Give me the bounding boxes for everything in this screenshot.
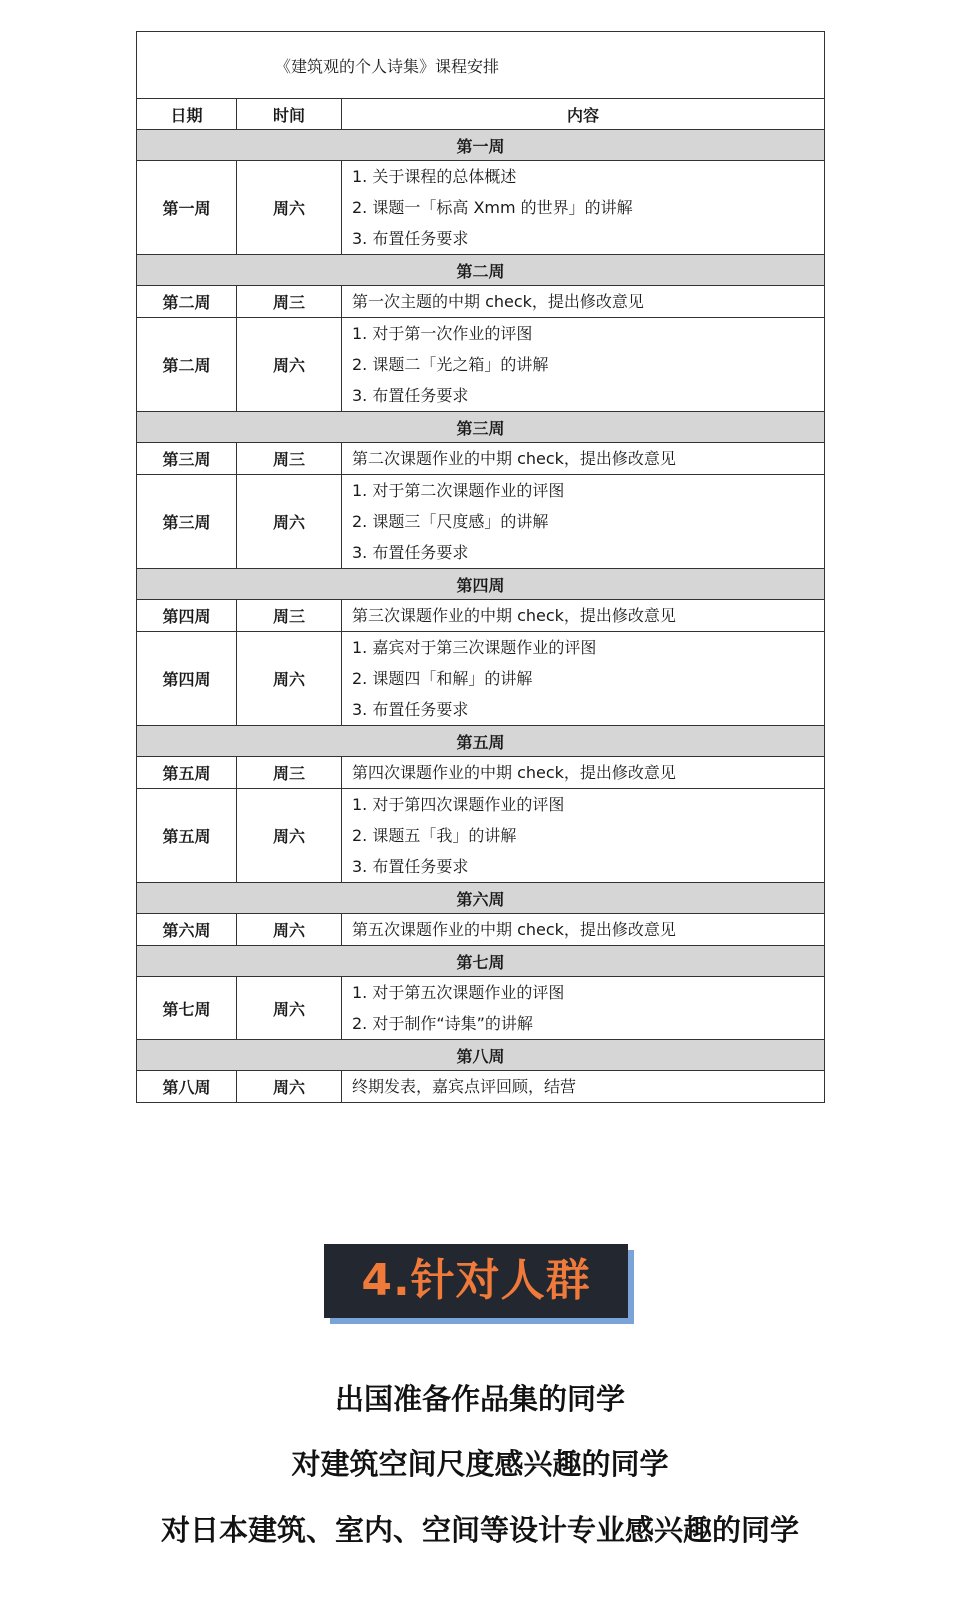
content-cell xyxy=(342,632,825,726)
content-cell xyxy=(342,757,825,789)
time-cell: 周六 xyxy=(237,475,342,569)
date-cell: 第二周 xyxy=(137,286,237,318)
week-header: 第五周 xyxy=(137,726,825,757)
date-cell: 第五周 xyxy=(137,789,237,883)
date-cell: 第三周 xyxy=(137,475,237,569)
week-header: 第六周 xyxy=(137,883,825,914)
content-cell xyxy=(342,789,825,883)
week-header: 第一周 xyxy=(137,130,825,161)
content-line: 2. 课题四「和解」的讲解 xyxy=(352,669,533,688)
table-row xyxy=(137,789,825,883)
content-line: 第四次课题作业的中期 check，提出修改意见 xyxy=(352,763,676,782)
week-header-row xyxy=(137,412,825,443)
date-cell: 第一周 xyxy=(137,161,237,255)
content-cell xyxy=(342,475,825,569)
table-row xyxy=(137,914,825,946)
week-header: 第八周 xyxy=(137,1040,825,1071)
content-line: 3. 布置任务要求 xyxy=(352,386,469,405)
week-header: 第三周 xyxy=(137,412,825,443)
header-content: 内容 xyxy=(342,99,825,130)
table-row xyxy=(137,757,825,789)
content-line: 2. 课题一「标高 Xmm 的世界」的讲解 xyxy=(352,198,633,217)
week-header-row xyxy=(137,883,825,914)
date-cell: 第八周 xyxy=(137,1071,237,1103)
content-line: 1. 嘉宾对于第三次课题作业的评图 xyxy=(352,638,597,657)
time-cell: 周三 xyxy=(237,757,342,789)
content-cell xyxy=(342,161,825,255)
week-header-row xyxy=(137,130,825,161)
content-cell xyxy=(342,977,825,1040)
time-cell: 周六 xyxy=(237,914,342,946)
content-line: 1. 对于第四次课题作业的评图 xyxy=(352,795,565,814)
date-cell: 第四周 xyxy=(137,632,237,726)
date-cell: 第七周 xyxy=(137,977,237,1040)
content-line: 第五次课题作业的中期 check，提出修改意见 xyxy=(352,920,676,939)
table-title: 《建筑观的个人诗集》课程安排 xyxy=(137,32,825,99)
content-line: 3. 布置任务要求 xyxy=(352,700,469,719)
content-cell xyxy=(342,286,825,318)
audience-line-2: 对建筑空间尺度感兴趣的同学 xyxy=(291,1447,669,1481)
time-cell: 周三 xyxy=(237,286,342,318)
time-cell: 周六 xyxy=(237,789,342,883)
date-cell: 第三周 xyxy=(137,443,237,475)
week-header-row xyxy=(137,255,825,286)
table-row xyxy=(137,475,825,569)
time-cell: 周六 xyxy=(237,161,342,255)
content-line: 2. 课题二「光之箱」的讲解 xyxy=(352,355,549,374)
table-row xyxy=(137,443,825,475)
content-line: 1. 对于第二次课题作业的评图 xyxy=(352,481,565,500)
content-cell xyxy=(342,600,825,632)
content-line: 3. 布置任务要求 xyxy=(352,857,469,876)
week-header: 第四周 xyxy=(137,569,825,600)
time-cell: 周三 xyxy=(237,443,342,475)
content-line: 第一次主题的中期 check，提出修改意见 xyxy=(352,292,644,311)
table-row xyxy=(137,318,825,412)
table-row xyxy=(137,161,825,255)
week-header-row xyxy=(137,569,825,600)
table-row xyxy=(137,632,825,726)
content-line: 2. 对于制作“诗集”的讲解 xyxy=(352,1014,533,1033)
header-date: 日期 xyxy=(137,99,237,130)
content-line: 3. 布置任务要求 xyxy=(352,229,469,248)
week-header: 第七周 xyxy=(137,946,825,977)
content-line: 1. 关于课程的总体概述 xyxy=(352,167,517,186)
content-line: 1. 对于第一次作业的评图 xyxy=(352,324,533,343)
date-cell: 第五周 xyxy=(137,757,237,789)
content-cell xyxy=(342,914,825,946)
week-header-row xyxy=(137,1040,825,1071)
week-header: 第二周 xyxy=(137,255,825,286)
audience-line-3: 对日本建筑、室内、空间等设计专业感兴趣的同学 xyxy=(160,1513,799,1547)
content-line: 3. 布置任务要求 xyxy=(352,543,469,562)
content-line: 第三次课题作业的中期 check，提出修改意见 xyxy=(352,606,676,625)
week-header-row xyxy=(137,726,825,757)
content-cell xyxy=(342,1071,825,1103)
time-cell: 周六 xyxy=(237,318,342,412)
content-line: 2. 课题三「尺度感」的讲解 xyxy=(352,512,549,531)
course-schedule-table xyxy=(136,31,825,1103)
section-badge xyxy=(324,1244,634,1324)
table-row xyxy=(137,600,825,632)
table-row xyxy=(137,977,825,1040)
content-cell xyxy=(342,318,825,412)
content-line: 终期发表，嘉宾点评回顾，结营 xyxy=(352,1077,577,1096)
table-row xyxy=(137,1071,825,1103)
date-cell: 第六周 xyxy=(137,914,237,946)
content-line: 2. 课题五「我」的讲解 xyxy=(352,826,517,845)
date-cell: 第四周 xyxy=(137,600,237,632)
content-cell xyxy=(342,443,825,475)
header-time: 时间 xyxy=(237,99,342,130)
time-cell: 周三 xyxy=(237,600,342,632)
time-cell: 周六 xyxy=(237,977,342,1040)
content-line: 第二次课题作业的中期 check，提出修改意见 xyxy=(352,449,676,468)
time-cell: 周六 xyxy=(237,1071,342,1103)
audience-line-1: 出国准备作品集的同学 xyxy=(334,1382,625,1416)
section-title: 4.针对人群 xyxy=(324,1244,628,1318)
content-line: 1. 对于第五次课题作业的评图 xyxy=(352,983,565,1002)
date-cell: 第二周 xyxy=(137,318,237,412)
table-row xyxy=(137,286,825,318)
week-header-row xyxy=(137,946,825,977)
schedule-body xyxy=(137,130,825,1103)
time-cell: 周六 xyxy=(237,632,342,726)
